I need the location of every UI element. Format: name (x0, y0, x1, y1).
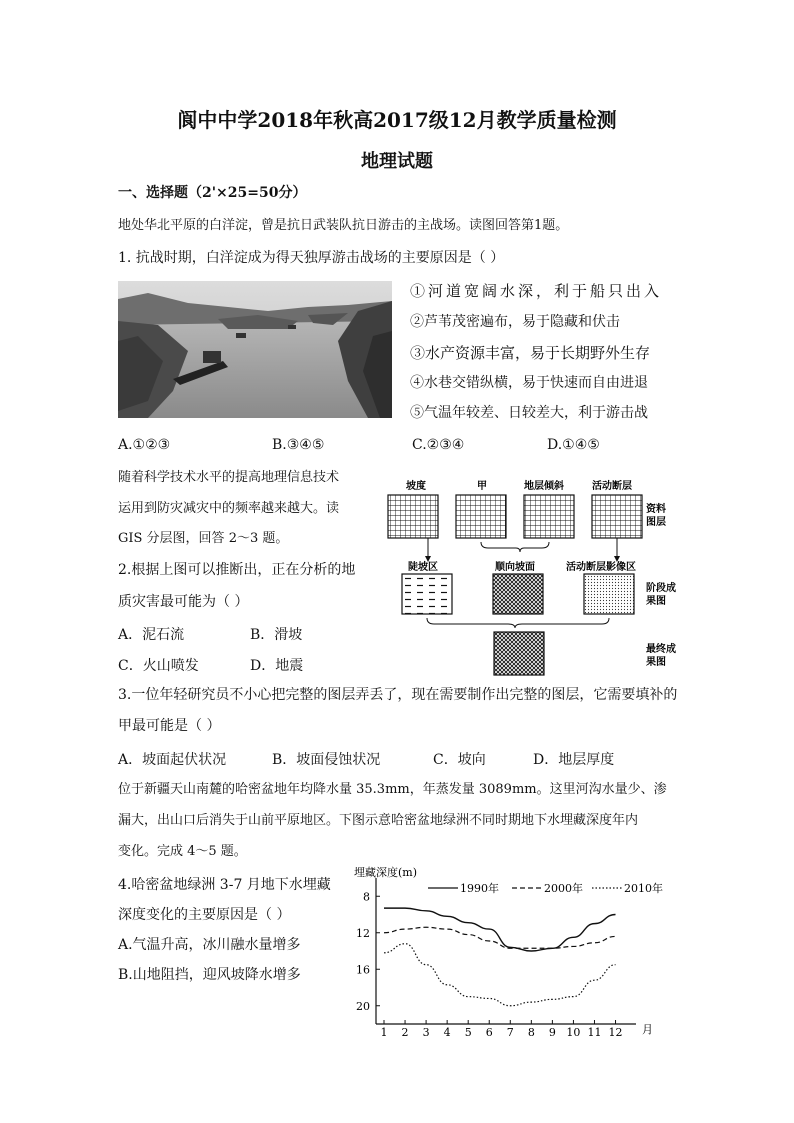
x-tick-label: 12 (608, 1026, 623, 1039)
stage-box-steep (402, 574, 452, 614)
brace (427, 618, 609, 628)
q3-stem-line: 甲最可能是（ ） (118, 718, 221, 734)
q1-option-c[interactable]: C.②③④ (412, 437, 465, 453)
q4-stem-line: 深度变化的主要原因是（ ） (118, 907, 291, 923)
q1-statement: ④水巷交错纵横，易于快速而自由进退 (410, 375, 648, 391)
x-tick-label: 2 (401, 1026, 409, 1039)
intro-3-line: 位于新疆天山南麓的哈密盆地年均降水量 35.3mm，年蒸发量 3089mm。这里河沟水量少、渗 (118, 782, 667, 797)
chart-xlabel: 月 (642, 1023, 653, 1036)
page-subtitle: 地理试题 (361, 151, 433, 172)
q3-option-b[interactable]: B．坡面侵蚀状况 (272, 752, 381, 768)
legend-label: 1990年 (460, 882, 499, 895)
section-heading: 一、选择题（2'×25=50分） (118, 185, 307, 201)
layer-label-strata: 地层倾斜 (524, 481, 564, 492)
y-tick-label: 12 (356, 926, 370, 940)
page-title: 阆中中学2018年秋高2017级12月教学质量检测 (177, 108, 617, 132)
x-tick-label: 10 (566, 1026, 581, 1039)
series-line-2010年 (384, 944, 616, 1006)
legend-label: 2010年 (624, 882, 663, 895)
legend-label: 2000年 (544, 882, 583, 895)
q3-stem-line: 3.一位年轻研究员不小心把完整的图层弄丢了，现在需要制作出完整的图层，它需要填补的 (118, 687, 678, 703)
q3-option-a[interactable]: A．坡面起伏状况 (118, 752, 227, 768)
brace (481, 542, 549, 552)
y-tick-label: 20 (356, 999, 370, 1013)
side-label: 资料 (646, 504, 666, 515)
side-label: 最终成 (646, 644, 676, 655)
side-label: 阶段成 (646, 583, 676, 594)
layer-box-strata (524, 495, 574, 538)
x-tick-label: 8 (527, 1026, 535, 1039)
q2-option-b[interactable]: B．滑坡 (250, 627, 303, 643)
layer-box-jia (456, 495, 506, 538)
x-tick-label: 4 (443, 1026, 451, 1039)
layer-label-steep: 陡坡区 (408, 562, 438, 573)
series-line-1990年 (384, 908, 616, 951)
x-tick-label: 7 (506, 1026, 514, 1039)
q1-option-b[interactable]: B.③④⑤ (272, 437, 325, 453)
gis-layer-diagram (380, 470, 700, 685)
side-label: 果图 (646, 657, 666, 668)
x-tick-label: 9 (548, 1026, 556, 1039)
q2-option-a[interactable]: A．泥石流 (118, 627, 185, 643)
q1-option-d[interactable]: D.①④⑤ (547, 437, 600, 453)
groundwater-depth-chart (340, 858, 670, 1043)
q2-stem-line: 2.根据上图可以推断出，正在分析的地 (118, 562, 356, 578)
q1-statement: ③水产资源丰富，易于长期野外生存 (410, 344, 651, 362)
final-box (494, 632, 544, 675)
x-tick-label: 11 (587, 1026, 602, 1039)
stage-box-fault (584, 574, 634, 614)
q3-option-d[interactable]: D．地层厚度 (533, 752, 615, 768)
y-tick-label: 16 (356, 963, 370, 977)
intro-2-line: 随着科学技术水平的提高地理信息技术 (118, 470, 340, 485)
intro-2-line: 运用到防灾减灾中的频率越来越大。读 (118, 501, 340, 516)
q2-stem-line: 质灾害最可能为（ ） (118, 594, 249, 610)
q1-option-a[interactable]: A.①②③ (118, 437, 171, 453)
q1-statement: ②芦苇茂密遍布，易于隐藏和伏击 (410, 314, 620, 330)
q1-stem: 1. 抗战时期，白洋淀成为得天独厚游击战场的主要原因是（ ） (118, 250, 505, 266)
x-tick-label: 6 (485, 1026, 493, 1039)
y-tick-label: 8 (363, 890, 370, 904)
layer-label-fault: 活动断层 (592, 481, 632, 492)
baiyangdian-photo (118, 281, 392, 418)
layer-label-fault-zone: 活动断层影像区 (566, 562, 636, 573)
x-tick-label: 1 (380, 1026, 388, 1039)
layer-label-slope: 坡度 (406, 481, 426, 492)
q2-option-d[interactable]: D．地震 (250, 658, 304, 674)
layer-box-fault (592, 495, 642, 538)
stage-box-dip (493, 574, 543, 614)
intro-3-line: 漏大，出山口后消失于山前平原地区。下图示意哈密盆地绿洲不同时期地下水埋藏深度年内 (118, 813, 639, 828)
chart-ylabel: 埋藏深度(m) (354, 866, 418, 879)
intro-1: 地处华北平原的白洋淀，曾是抗日武装队抗日游击的主战场。读图回答第1题。 (118, 218, 569, 233)
layer-label-dip: 顺向坡面 (495, 562, 535, 573)
layer-label-jia: 甲 (477, 481, 487, 492)
side-label: 图层 (646, 517, 666, 528)
side-label: 果图 (646, 596, 666, 607)
q3-option-c[interactable]: C．坡向 (433, 752, 486, 768)
x-tick-label: 3 (422, 1026, 430, 1039)
intro-3-line: 变化。完成 4～5 题。 (118, 844, 247, 859)
q2-option-c[interactable]: C．火山喷发 (118, 658, 199, 674)
x-tick-label: 5 (464, 1026, 472, 1039)
q4-stem-line: 4.哈密盆地绿洲 3-7 月地下水埋藏 (118, 877, 331, 893)
q1-statement: ⑤气温年较差、日较差大，利于游击战 (410, 405, 648, 421)
q4-option-b[interactable]: B.山地阻挡，迎风坡降水增多 (118, 967, 301, 983)
layer-box-slope (388, 495, 438, 538)
q1-statement: ①河道宽阔水深，利于船只出入 (410, 282, 663, 300)
intro-2-line: GIS 分层图，回答 2～3 题。 (118, 531, 289, 546)
q4-option-a[interactable]: A.气温升高，冰川融水量增多 (118, 937, 301, 953)
